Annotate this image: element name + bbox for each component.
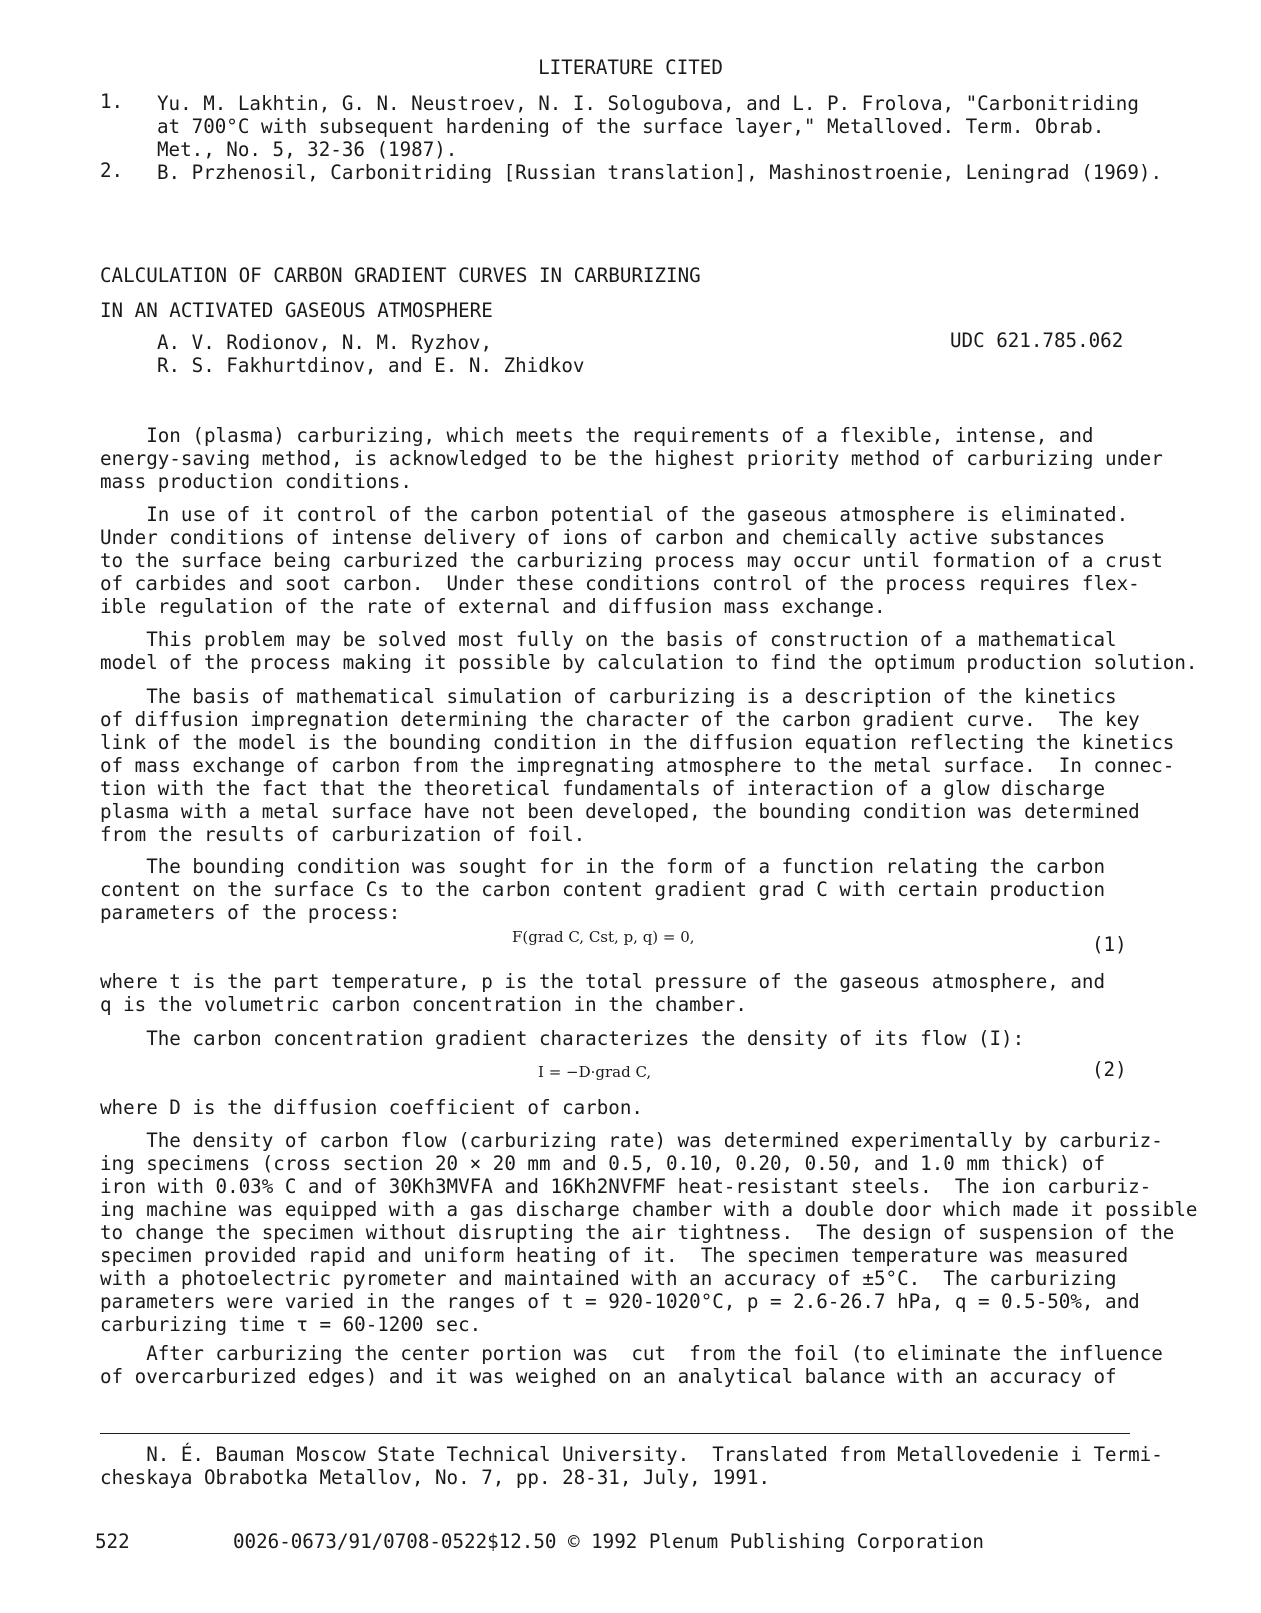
body-paragraph: where t is the part temperature, p is the total pressure of the gaseous atmosphere, and q is the volumetric carbon concentration in the chamber. <box>100 970 1106 1016</box>
body-paragraph: Ion (plasma) carburizing, which meets the requirements of a flexible, intense, and energy-saving method, is acknowledged to be the highest priority method of carburizing under mass production conditions. <box>100 424 1163 493</box>
article-title: CALCULATION OF CARBON GRADIENT CURVES IN CARBURIZING IN AN ACTIVATED GASEOUS ATMOSPHERE <box>100 264 701 322</box>
footnote-divider <box>100 1433 1130 1434</box>
equation-1: F(grad C, Cst, p, q) = 0, <box>512 928 695 946</box>
body-paragraph: The density of carbon flow (carburizing rate) was determined experimentally by carburiz- ing specimens (cross section 20 × 20 mm and 0.5, 0.10, 0.20, 0.50, and 1.0 mm thick) of iron with 0.03% C and of 30Kh3MVFA and 16Kh2NVFMF heat-resistant steels. The ion carburiz- ing machine was equipped with a gas discharge chamber with a double door which made it possible to change the specimen without disrupting the air tightness. The design of suspension of the specimen provided rapid and uniform heating of it. The specimen temperature was measured with a photoelectric pyrometer and maintained with an accuracy of ±5°C. The carburizing parameters were varied in the ranges of t = 920-1020°C, p = 2.6-26.7 hPa, q = 0.5-50%, and carburizing time τ = 60-1200 sec. <box>100 1129 1198 1336</box>
equation-2: I = −D·grad C, <box>538 1063 652 1081</box>
body-paragraph: After carburizing the center portion was cut from the foil (to eliminate the influence of overcarburized edges) and it was weighed on an analytical balance with an accuracy of <box>100 1342 1163 1388</box>
footnote: N. É. Bauman Moscow State Technical University. Translated from Metallovedenie i Termi- cheskaya Obrabotka Metallov, No. 7, pp. 28-31, July, 1991. <box>100 1443 1163 1489</box>
body-paragraph: where D is the diffusion coefficient of carbon. <box>100 1096 643 1119</box>
reference-number: 1. <box>100 90 124 113</box>
copyright-line: 0026-0673/91/0708-0522$12.50 © 1992 Plenum Publishing Corporation <box>233 1530 984 1553</box>
article-authors: A. V. Rodionov, N. M. Ryzhov, R. S. Fakhurtdinov, and E. N. Zhidkov <box>157 331 585 377</box>
body-paragraph: The bounding condition was sought for in the form of a function relating the carbon content on the surface Cs to the carbon content gradient grad C with certain production parameters of the process: <box>100 855 1106 924</box>
equation-number: (1) <box>1092 933 1127 956</box>
body-paragraph: In use of it control of the carbon potential of the gaseous atmosphere is eliminated. Under conditions of intense delivery of ions of carbon and chemically active substances to the surface being carburized the carburizing process may occur until formation of a crust of carbides and soot carbon. Under these conditions control of the process requires flex- ible regulation of the rate of external and diffusion mass exchange. <box>100 503 1163 618</box>
body-paragraph: This problem may be solved most fully on the basis of construction of a mathematical model of the process making it possible by calculation to find the optimum production solution. <box>100 628 1198 674</box>
equation-number: (2) <box>1092 1058 1127 1081</box>
reference-text: B. Przhenosil, Carbonitriding [Russian translation], Mashinostroenie, Leningrad (1969). <box>157 161 1163 184</box>
udc-code: UDC 621.785.062 <box>950 329 1124 352</box>
reference-text: Yu. M. Lakhtin, G. N. Neustroev, N. I. Sologubova, and L. P. Frolova, "Carbonitriding at 700°C with subsequent hardening of the surface layer," Metalloved. Term. Obrab. Met., No. 5, 32-36 (1987). <box>157 92 1139 161</box>
body-paragraph: The basis of mathematical simulation of carburizing is a description of the kinetics of diffusion impregnation determining the character of the carbon gradient curve. The key link of the model is the bounding condition in the diffusion equation reflecting the kinetics of mass exchange of carbon from the impregnating atmosphere to the metal surface. In connec- tion with the fact that the theoretical fundamentals of interaction of a glow discharge plasma with a metal surface have not been developed, the bounding condition was determined from the results of carburization of foil. <box>100 685 1175 846</box>
page-number: 522 <box>95 1530 130 1553</box>
body-paragraph: The carbon concentration gradient characterizes the density of its flow (I): <box>100 1027 1025 1050</box>
reference-number: 2. <box>100 159 124 182</box>
literature-cited-heading: LITERATURE CITED <box>538 56 723 79</box>
